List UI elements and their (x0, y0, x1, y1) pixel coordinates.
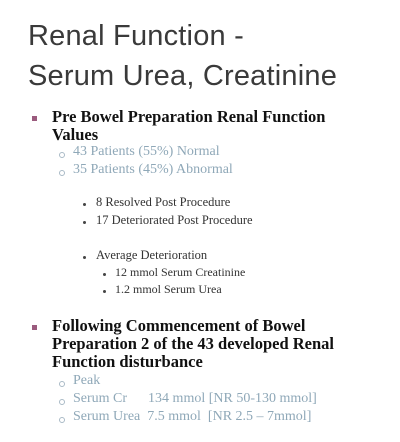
section-1-heading-line-1: Pre Bowel Preparation Renal Function (52, 107, 326, 126)
section-2-item-3: Serum Urea 7.5 mmol [NR 2.5 – 7mmol] (73, 409, 312, 424)
dot-bullet-icon (83, 221, 86, 224)
slide-title-line-1: Renal Function - (28, 20, 244, 52)
section-1-sub-item-3: Average Deterioration (96, 248, 208, 262)
section-2-item-2: Serum Cr 134 mmol [NR 50-130 mmol] (73, 391, 317, 406)
section-1-sub-item-2: 17 Deteriorated Post Procedure (96, 213, 253, 227)
ring-bullet-icon (59, 381, 65, 387)
square-bullet-icon (32, 116, 37, 121)
section-1-item-1: 43 Patients (55%) Normal (73, 144, 220, 159)
section-1-item-2: 35 Patients (45%) Abnormal (73, 162, 233, 177)
dot-bullet-icon (103, 290, 106, 293)
section-1-sub-item-1: 8 Resolved Post Procedure (96, 195, 231, 209)
section-2-heading-line-3: Function disturbance (52, 352, 203, 371)
slide-title (28, 16, 337, 96)
section-1-heading-line-2: Values (52, 125, 99, 144)
section-1-sub-sub-item-1: 12 mmol Serum Creatinine (115, 265, 246, 279)
square-bullet-icon (32, 325, 37, 330)
section-1-sub-sub-item-2: 1.2 mmol Serum Urea (115, 282, 222, 296)
ring-bullet-icon (59, 152, 65, 158)
section-2-item-1: Peak (73, 373, 101, 388)
dot-bullet-icon (83, 203, 86, 206)
ring-bullet-icon (59, 417, 65, 423)
dot-bullet-icon (103, 273, 106, 276)
section-2-heading-line-2: Preparation 2 of the 43 developed Renal (52, 334, 335, 353)
section-2-heading-line-1: Following Commencement of Bowel (52, 316, 306, 335)
ring-bullet-icon (59, 170, 65, 176)
slide-title-line-2: Serum Urea, Creatinine (28, 60, 338, 92)
dot-bullet-icon (83, 256, 86, 259)
ring-bullet-icon (59, 399, 65, 405)
